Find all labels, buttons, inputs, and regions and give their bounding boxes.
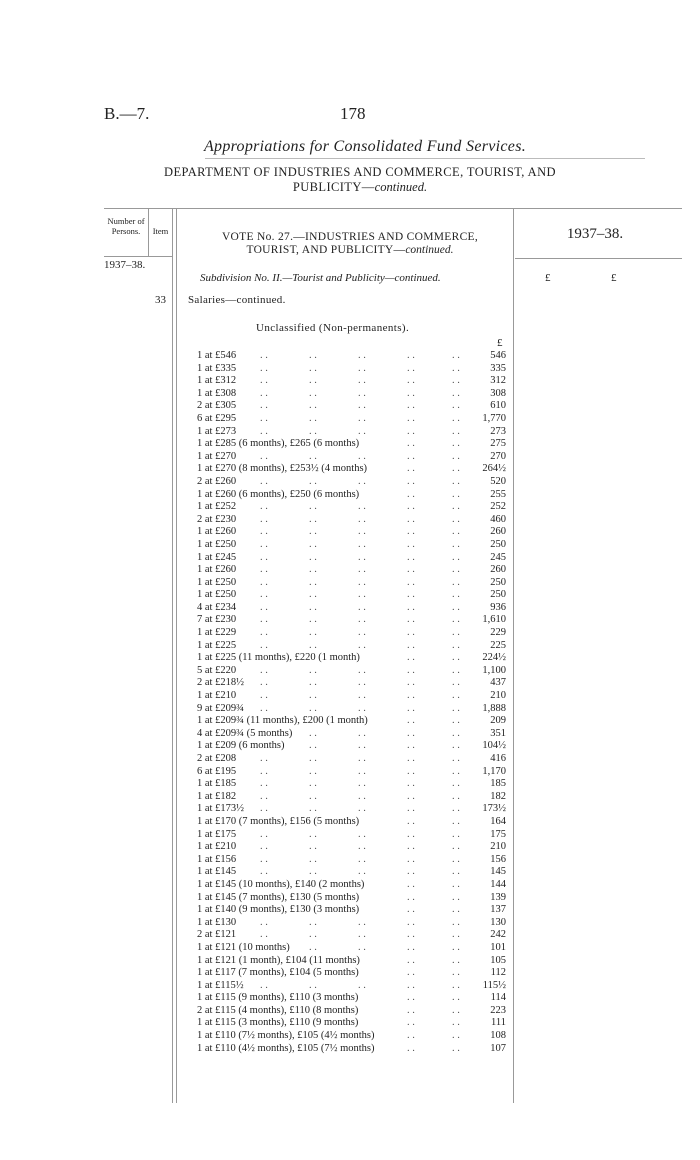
running-title: Appropriations for Consolidated Fund Services.: [203, 138, 527, 155]
row-amount: 108: [490, 1030, 506, 1042]
table-row: 1 at £175 . . . . . . . . . . 175: [197, 828, 506, 840]
row-description: 5 at £220: [197, 664, 237, 676]
table-row: 1 at £130 . . . . . . . . . . 130: [197, 916, 506, 928]
row-description: 1 at £140 (9 months), £130 (3 months): [197, 904, 360, 916]
table-row: 1 at £145 (7 months), £130 (5 months) . . . . 139: [197, 891, 506, 903]
table-row: 9 at £209¾ . . . . . . . . . . 1,888: [197, 702, 506, 714]
row-amount: 270: [490, 450, 506, 462]
table-row: 1 at £117 (7 months), £104 (5 months) . . . . 112: [197, 967, 506, 979]
row-amount: 229: [490, 627, 506, 639]
row-description: 6 at £195: [197, 765, 237, 777]
row-amount: 156: [490, 853, 506, 865]
persons-header-rule: [104, 256, 172, 257]
department-line-1: DEPARTMENT OF INDUSTRIES AND COMMERCE, TOURIST, AND: [164, 165, 556, 179]
row-description: 1 at £156: [197, 853, 237, 865]
row-description: 1 at £175: [197, 828, 237, 840]
row-description: 1 at £121 (10 months): [197, 941, 290, 953]
row-amount: 105: [490, 954, 506, 966]
table-row: 1 at £229 . . . . . . . . . . 229: [197, 627, 506, 639]
pound-sign-column-2: £: [611, 272, 617, 284]
row-amount: 139: [490, 891, 506, 903]
row-amount: 115½: [482, 979, 506, 991]
row-description: 1 at £225 (11 months), £220 (1 month): [197, 652, 360, 664]
row-description: 2 at £115 (4 months), £110 (8 months): [197, 1004, 359, 1016]
row-description: 1 at £260: [197, 526, 237, 538]
table-row: 1 at £145 . . . . . . . . . . 145: [197, 866, 506, 878]
row-amount: 273: [490, 425, 506, 437]
row-description: 1 at £270: [197, 450, 237, 462]
row-description: 1 at £170 (7 months), £156 (5 months): [197, 815, 360, 827]
row-description: 1 at £121 (1 month), £104 (11 months): [197, 954, 360, 966]
table-row: 1 at £285 (6 months), £265 (6 months) . . . . 275: [197, 438, 506, 450]
row-description: 1 at £210: [197, 690, 237, 702]
row-description: 1 at £185: [197, 778, 237, 790]
row-amount: 308: [490, 387, 506, 399]
row-description: 1 at £270 (8 months), £253½ (4 months): [197, 463, 368, 475]
vote-heading: [185, 231, 515, 257]
table-row: 1 at £260 (6 months), £250 (6 months) . . . . 255: [197, 488, 506, 500]
table-row: 1 at £250 . . . . . . . . . . 250: [197, 538, 506, 550]
row-amount: 416: [490, 753, 506, 764]
row-description: 1 at £110 (4½ months), £105 (7½ months): [197, 1042, 375, 1054]
row-amount: 111: [491, 1017, 506, 1029]
table-row: 2 at £230 . . . . . . . . . . 460: [197, 513, 506, 525]
row-description: 2 at £260: [197, 475, 237, 487]
table-row: 1 at £182 . . . . . . . . . . 182: [197, 790, 506, 802]
row-description: 4 at £234: [197, 601, 237, 613]
row-description: 2 at £230: [197, 513, 237, 525]
department-continued: continued.: [374, 180, 428, 194]
row-amount: 182: [490, 790, 506, 802]
row-amount: 1,100: [482, 664, 506, 676]
department-line-2: [140, 180, 580, 195]
row-description: 1 at £225: [197, 639, 237, 651]
row-description: 1 at £250: [197, 576, 237, 588]
row-amount: 437: [490, 677, 506, 689]
row-description: 1 at £285 (6 months), £265 (6 months): [197, 438, 360, 450]
row-description: 1 at £229: [197, 627, 237, 639]
row-amount: 210: [490, 841, 506, 853]
persons-year: 1937–38.: [104, 259, 146, 271]
row-amount: 936: [490, 601, 506, 613]
item-number: 33: [155, 294, 166, 306]
row-description: 1 at £115 (3 months), £110 (9 months): [197, 1017, 359, 1029]
row-amount: 335: [490, 362, 506, 374]
row-description: 1 at £182: [197, 790, 237, 802]
table-row: 1 at £260 . . . . . . . . . . 260: [197, 526, 506, 538]
table-row: 1 at £115 (9 months), £110 (3 months) . . . . 114: [197, 992, 506, 1004]
row-amount: 250: [490, 538, 506, 550]
row-description: 1 at £273: [197, 425, 237, 437]
row-amount: 250: [490, 589, 506, 601]
row-amount: 250: [490, 576, 506, 588]
salaries-heading: Salaries—continued.: [188, 294, 286, 306]
row-amount: 185: [490, 778, 506, 790]
table-row: 4 at £234 . . . . . . . . . . 936: [197, 601, 506, 613]
vote-continued: continued.: [405, 244, 454, 256]
table-row: 6 at £195 . . . . . . . . . . 1,170: [197, 765, 506, 777]
row-amount: 1,770: [482, 412, 506, 424]
item-column-divider-right: [176, 208, 177, 1103]
row-amount: 275: [490, 438, 506, 450]
year-header-rule: [515, 258, 682, 259]
row-description: 1 at £245: [197, 551, 237, 563]
row-description: 1 at £117 (7 months), £104 (5 months): [197, 967, 359, 979]
number-of-persons-header: Number of Persons.: [107, 216, 145, 236]
table-row: 1 at £145 (10 months), £140 (2 months) . . . . 144: [197, 878, 506, 890]
row-amount: 225: [490, 639, 506, 651]
table-row: 1 at £546 . . . . . . . . . . 546: [197, 350, 506, 361]
table-row: 5 at £220 . . . . . . . . . . 1,100: [197, 664, 506, 676]
table-row: 1 at £121 (10 months) . . . . . . . . 101: [197, 941, 506, 953]
row-amount: 101: [490, 941, 506, 953]
row-amount: 112: [490, 967, 506, 979]
vote-line-1: VOTE No. 27.—INDUSTRIES AND COMMERCE,: [221, 231, 479, 243]
table-row: 1 at £260 . . . . . . . . . . 260: [197, 564, 506, 576]
page-number: 178: [340, 104, 366, 123]
row-description: 1 at £312: [197, 375, 237, 387]
row-description: 1 at £260 (6 months), £250 (6 months): [197, 488, 360, 500]
row-amount: 1,610: [482, 614, 506, 626]
table-row: 1 at £308 . . . . . . . . . . 308: [197, 387, 506, 399]
subdivision-text: Subdivision No. II.—Tourist and Publicity—continued.: [200, 272, 441, 284]
table-row: 2 at £218½ . . . . . . . . . . 437: [197, 677, 506, 689]
row-description: 1 at £115 (9 months), £110 (3 months): [197, 992, 359, 1004]
table-row: 1 at £173½ . . . . . . . . . . 173½: [197, 803, 506, 815]
row-amount: 144: [490, 878, 506, 890]
department-name-end: PUBLICITY—: [292, 180, 375, 194]
department-heading: [140, 165, 580, 195]
row-amount: 104½: [482, 740, 506, 752]
row-description: 6 at £295: [197, 412, 237, 424]
row-description: 7 at £230: [197, 614, 237, 626]
row-amount: 175: [490, 828, 506, 840]
row-amount: 130: [490, 916, 506, 928]
row-description: 1 at £308: [197, 387, 237, 399]
table-row: 1 at £156 . . . . . . . . . . 156: [197, 853, 506, 865]
appropriation-year: 1937–38.: [566, 226, 624, 242]
table-row: 6 at £295 . . . . . . . . . . 1,770: [197, 412, 506, 424]
row-description: 1 at £145: [197, 866, 237, 878]
table-row: 2 at £121 . . . . . . . . . . 242: [197, 929, 506, 941]
table-row: 2 at £305 . . . . . . . . . . 610: [197, 400, 506, 412]
row-amount: 260: [490, 526, 506, 538]
row-amount: 255: [490, 488, 506, 500]
row-description: 1 at £115½: [197, 979, 244, 991]
item-column-divider-left: [172, 208, 173, 1103]
row-amount: 351: [490, 727, 506, 739]
row-description: 1 at £173½: [197, 803, 244, 815]
row-description: 1 at £335: [197, 362, 237, 374]
amount-column-divider: [513, 208, 514, 1103]
row-amount: 610: [490, 400, 506, 412]
row-description: 1 at £130: [197, 916, 237, 928]
salary-rows: [197, 350, 512, 1055]
row-description: 1 at £252: [197, 501, 237, 513]
table-row: 1 at £270 (8 months), £253½ (4 months) . . . . 264½: [197, 463, 506, 475]
row-amount: 164: [490, 815, 506, 827]
row-amount: 252: [490, 501, 506, 513]
title-rule: [205, 158, 645, 159]
row-amount: 173½: [482, 803, 506, 815]
table-row: 4 at £209¾ (5 months) . . . . . . . . 351: [197, 727, 506, 739]
table-row: 1 at £252 . . . . . . . . . . 252: [197, 501, 506, 513]
row-amount: 209: [490, 715, 506, 727]
row-description: 1 at £145 (10 months), £140 (2 months): [197, 878, 365, 890]
table-row: 1 at £209¾ (11 months), £200 (1 month) . . . . 209: [197, 715, 506, 727]
table-row: 1 at £110 (7½ months), £105 (4½ months) . . . . 108: [197, 1030, 506, 1042]
table-row: 2 at £260 . . . . . . . . . . 520: [197, 475, 506, 487]
row-description: 1 at £110 (7½ months), £105 (4½ months): [197, 1030, 375, 1042]
table-row: 1 at £270 . . . . . . . . . . 270: [197, 450, 506, 462]
row-amount: 223: [490, 1004, 506, 1016]
row-amount: 210: [490, 690, 506, 702]
table-row: 1 at £245 . . . . . . . . . . 245: [197, 551, 506, 563]
table-row: 1 at £225 . . . . . . . . . . 225: [197, 639, 506, 651]
table-row: 7 at £230 . . . . . . . . . . 1,610: [197, 614, 506, 626]
row-amount: 546: [490, 350, 506, 361]
row-description: 1 at £210: [197, 841, 237, 853]
unclassified-heading: Unclassified (Non-permanents).: [256, 322, 410, 334]
pound-sign-amount: £: [497, 337, 503, 349]
row-description: 1 at £145 (7 months), £130 (5 months): [197, 891, 360, 903]
table-row: 1 at £335 . . . . . . . . . . 335: [197, 362, 506, 374]
subdivision-heading: [200, 272, 441, 284]
row-description: 4 at £209¾ (5 months): [197, 727, 293, 739]
page-reference: B.—7.: [104, 104, 150, 123]
table-row: 1 at £115 (3 months), £110 (9 months) . . . . 111: [197, 1017, 506, 1029]
table-row: 1 at £273 . . . . . . . . . . 273: [197, 425, 506, 437]
row-description: 1 at £250: [197, 589, 237, 601]
table-row: 1 at £210 . . . . . . . . . . 210: [197, 841, 506, 853]
row-amount: 245: [490, 551, 506, 563]
row-amount: 312: [490, 375, 506, 387]
row-amount: 114: [490, 992, 506, 1004]
table-row: 2 at £208 . . . . . . . . . . 416: [197, 753, 506, 764]
row-description: 1 at £546: [197, 350, 237, 361]
row-description: 2 at £121: [197, 929, 237, 941]
table-row: 1 at £250 . . . . . . . . . . 250: [197, 589, 506, 601]
table-top-rule: [104, 208, 682, 209]
row-amount: 145: [490, 866, 506, 878]
row-description: 1 at £209 (6 months): [197, 740, 285, 752]
row-amount: 460: [490, 513, 506, 525]
table-row: 1 at £209 (6 months) . . . . . . . . 104½: [197, 740, 506, 752]
table-row: 1 at £250 . . . . . . . . . . 250: [197, 576, 506, 588]
row-description: 9 at £209¾: [197, 702, 244, 714]
row-description: 1 at £260: [197, 564, 237, 576]
row-amount: 137: [490, 904, 506, 916]
row-description: 2 at £208: [197, 753, 237, 764]
table-row: 1 at £110 (4½ months), £105 (7½ months) . . . . 107: [197, 1042, 506, 1054]
table-row: 1 at £210 . . . . . . . . . . 210: [197, 690, 506, 702]
row-amount: 520: [490, 475, 506, 487]
pound-sign-column-1: £: [545, 272, 551, 284]
table-row: 1 at £185 . . . . . . . . . . 185: [197, 778, 506, 790]
table-row: 1 at £140 (9 months), £130 (3 months) . . . . 137: [197, 904, 506, 916]
row-description: 1 at £209¾ (11 months), £200 (1 month): [197, 715, 368, 727]
table-row: 1 at £170 (7 months), £156 (5 months) . . . . 164: [197, 815, 506, 827]
table-row: 1 at £115½ . . . . . . . . . . 115½: [197, 979, 506, 991]
row-amount: 264½: [482, 463, 506, 475]
row-amount: 260: [490, 564, 506, 576]
row-amount: 1,170: [482, 765, 506, 777]
item-header: Item: [152, 226, 169, 236]
row-amount: 1,888: [482, 702, 506, 714]
row-description: 2 at £218½: [197, 677, 244, 689]
vote-name-end: TOURIST, AND PUBLICITY—: [246, 244, 406, 256]
row-description: 2 at £305: [197, 400, 237, 412]
vote-line-2: [185, 244, 515, 257]
table-row: 1 at £225 (11 months), £220 (1 month) . . . . 224½: [197, 652, 506, 664]
table-row: 1 at £312 . . . . . . . . . . 312: [197, 375, 506, 387]
table-row: 2 at £115 (4 months), £110 (8 months) . . . . 223: [197, 1004, 506, 1016]
row-amount: 242: [490, 929, 506, 941]
row-description: 1 at £250: [197, 538, 237, 550]
row-amount: 224½: [482, 652, 506, 664]
row-amount: 107: [490, 1042, 506, 1054]
table-row: 1 at £121 (1 month), £104 (11 months) . . . . 105: [197, 954, 506, 966]
